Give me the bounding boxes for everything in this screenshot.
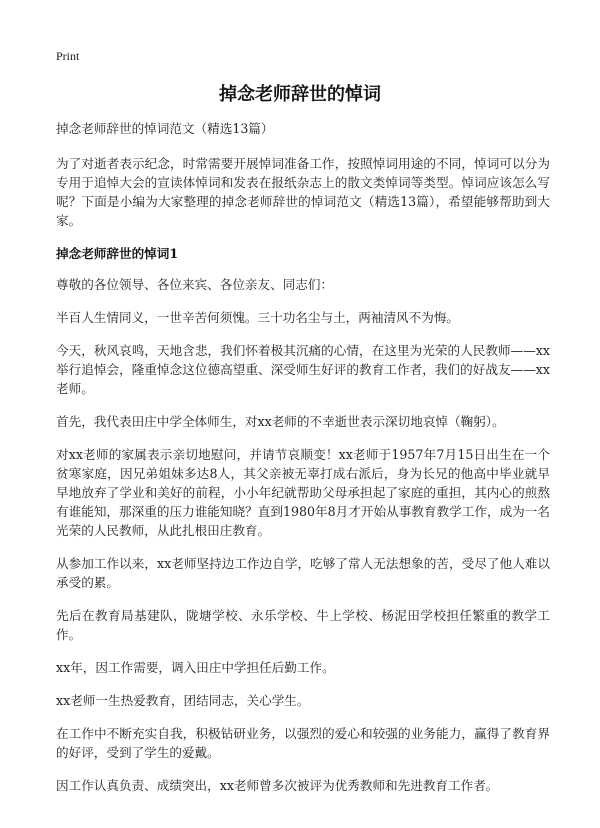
body-paragraph: xx老师一生热爱教育，团结同志，关心学生。 <box>56 693 310 708</box>
body-paragraph: 尊敬的各位领导、各位来宾、各位亲友、同志们： <box>56 277 334 292</box>
body-paragraph: xx年，因工作需要，调入田庄中学担任后勤工作。 <box>56 660 335 675</box>
document-subtitle: 掉念老师辞世的悼词范文（精选13篇） <box>56 121 274 136</box>
body-paragraph: 今天，秋风哀鸣，天地含悲，我们怀着极其沉痛的心情，在这里为光荣的人民教师——xx举行追悼会，隆重悼念这位德高望重、深受师生好评的教育工作者，我们的好战友——xx老师。 <box>56 343 550 396</box>
section-heading: 掉念老师辞世的悼词1 <box>56 246 179 261</box>
print-link[interactable]: Print <box>56 49 80 63</box>
body-paragraph: 对xx老师的家属表示亲切地慰问，并请节哀顺变！xx老师于1957年7月15日出生在一个贫寒家庭，因兄弟姐妹多达8人，其父亲被无辜打成右派后，身为长兄的他高中毕业就早早地放弃了学业和美好的前程，小小年纪就帮助父母承担起了家庭的重担，其内心的煎熬有谁能知，那深重的压力谁能知晓？直到1980年8月才开始从事教育教学工作，成为一名光荣的人民教师，从此扎根田庄教育。 <box>56 447 550 538</box>
body-paragraph: 首先，我代表田庄中学全体师生，对xx老师的不幸逝世表示深切地哀悼（鞠躬）。 <box>56 414 505 429</box>
body-paragraph: 半百人生情同义，一世辛苦何须愧。三十功名尘与土，两袖清风不为悔。 <box>56 310 459 325</box>
intro-paragraph: 为了对逝者表示纪念，时常需要开展悼词准备工作，按照悼词用途的不同，悼词可以分为专用于追悼大会的宣读体悼词和发表在报纸杂志上的散文类悼词等类型。悼词应该怎么写呢？下面是小编为大家整理的掉念老师辞世的悼词范文（精选13篇），希望能够帮助到大家。 <box>56 156 550 228</box>
document-title: 掉念老师辞世的悼词 <box>219 84 381 105</box>
body-paragraph: 因工作认真负责、成绩突出，xx老师曾多次被评为优秀教师和先进教育工作者。 <box>56 778 499 793</box>
document-body <box>56 119 550 809</box>
body-paragraph: 在工作中不断充实自我，积极钻研业务，以强烈的爱心和较强的业务能力，赢得了教育界的好评，受到了学生的爱戴。 <box>56 726 550 760</box>
body-paragraph: 先后在教育局基建队，陇塘学校、永乐学校、牛上学校、杨泥田学校担任繁重的教学工作。 <box>56 608 550 642</box>
body-paragraph: 从参加工作以来，xx老师坚持边工作边自学，吃够了常人无法想象的苦，受尽了他人难以承受的累。 <box>56 556 550 590</box>
